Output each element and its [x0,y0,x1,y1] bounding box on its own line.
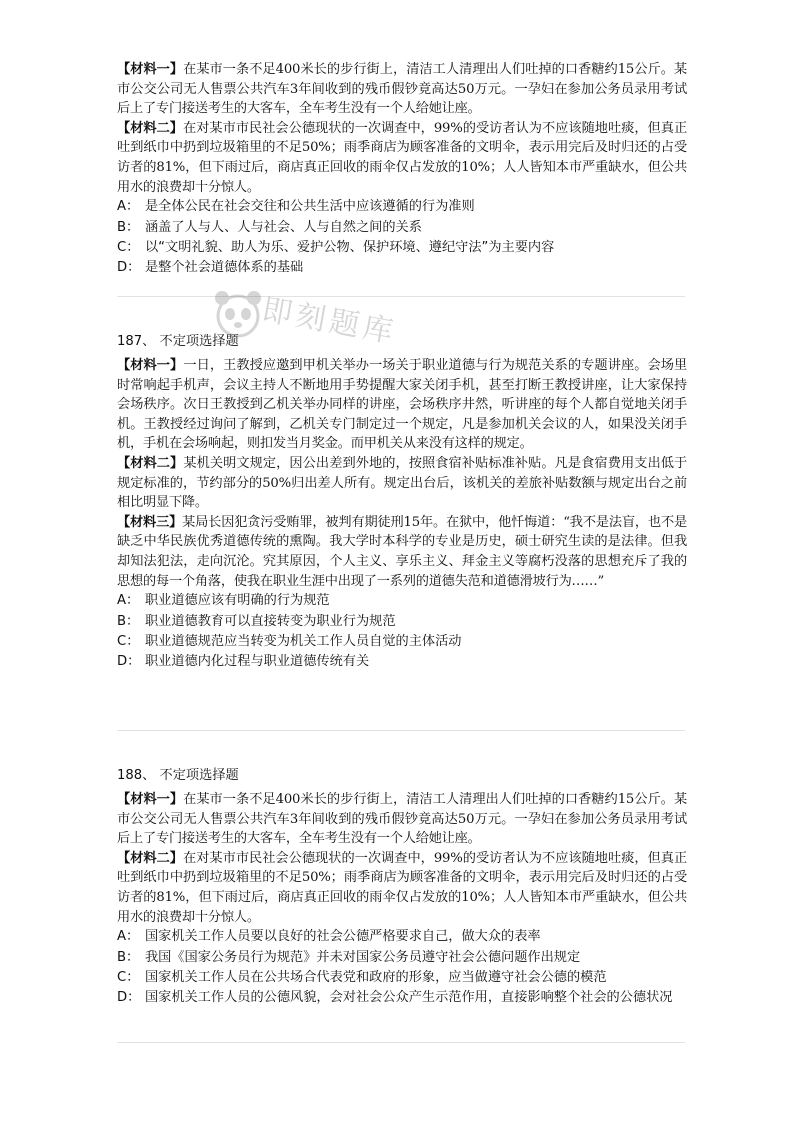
material-text: 某局长因犯贪污受贿罪，被判有期徒刑15年。在狱中，他忏悔道：“我不是法盲，也不是缺乏中华民族优秀道德传统的熏陶。我大学时本科学的专业是历史，硕士研究生读的是法律。但我却知法犯法，走向沉沦。究其原因，个人主义、享乐主义、拜金主义等腐朽没落的思想充斥了我的思想的每一个角落，使我在职业生涯中出现了一系列的道德失范和道德滑坡行为……” [117,514,687,589]
material-text: 一日，王教授应邀到甲机关举办一场关于职业道德与行为规范关系的专题讲座。会场里时常响起手机声，会议主持人不断地用手势提醒大家关闭手机，甚至打断王教授讲座，让大家保持会场秩序。次日王教授到乙机关举办同样的讲座，会场秩序井然，听讲座的每个人都自觉地关闭手机。王教授经过询问了解到，乙机关专门制定过一个规定，凡是参加机关会议的人，如果没关闭手机，手机在会场响起，则扣发当月奖金。而甲机关从来没有这样的规定。 [117,358,687,452]
question-187-header: 187、 不定项选择题 [117,334,239,349]
option-key: C： [117,633,140,649]
option-text: 职业道德内化过程与职业道德传统有关 [145,654,370,670]
material-2 [117,119,687,197]
option-key: D： [117,654,141,670]
question-187 [117,356,687,673]
material-tag: 【材料一】 [117,358,184,373]
option-d[interactable] [117,652,687,672]
option-key: A： [117,199,140,215]
question-188-header: 188、 不定项选择题 [117,768,239,783]
question-divider [117,1042,685,1043]
option-text: 是整个社会道德体系的基础 [145,260,304,276]
option-key: B： [117,219,140,235]
question-186 [117,60,687,279]
material-1 [117,356,687,454]
option-key: C： [117,239,140,255]
option-key: D： [117,990,141,1006]
material-text: 在某市一条不足400米长的步行街上，清洁工人清理出人们吐掉的口香糖约15公斤。某市公交公司无人售票公共汽车3年间收到的残币假钞竟高达50万元。一孕妇在参加公务员录用考试后上了专门接送考生的大客车，全车考生没有一个人给她让座。 [117,62,688,117]
question-divider [117,296,685,297]
option-text: 国家机关工作人员的公德风貌，会对社会公众产生示范作用，直接影响整个社会的公德状况 [145,990,673,1006]
option-b[interactable] [117,948,687,968]
watermark-text: 即刻题库 [259,292,400,351]
option-text: 涵盖了人与人、人与社会、人与自然之间的关系 [145,219,422,235]
material-1 [117,60,687,119]
option-text: 以“文明礼貌、助人为乐、爱护公物、保护环境、遵纪守法”为主要内容 [145,239,555,255]
material-text: 在对某市市民社会公德现状的一次调查中，99%的受访者认为不应该随地吐痰，但真正吐到纸巾中扔到垃圾箱里的不足50%；雨季商店为顾客准备的文明伞，表示用完后及时归还的占受访者的81%，但下雨过后，商店真正回收的雨伞仅占发放的10%；人人皆知本市严重缺水，但公共用水的浪费却十分惊人。 [117,120,687,195]
question-divider [117,730,685,731]
material-2 [117,849,687,927]
option-text: 国家机关工作人员在公共场合代表党和政府的形象，应当做遵守社会公德的模范 [145,969,607,985]
option-key: C： [117,969,140,985]
option-a[interactable] [117,591,687,611]
material-tag: 【材料二】 [117,850,184,866]
option-d[interactable] [117,258,687,278]
option-text: 是全体公民在社会交往和公共生活中应该遵循的行为准则 [145,199,475,215]
option-text: 我国《国家公务员行为规范》并未对国家公务员遵守社会公德问题作出规定 [145,949,581,965]
material-3 [117,513,687,591]
option-text: 国家机关工作人员要以良好的社会公德严格要求自己，做大众的表率 [145,929,541,945]
option-text: 职业道德规范应当转变为机关工作人员自觉的主体活动 [145,633,462,649]
option-a[interactable] [117,927,687,947]
watermark-logo [212,286,442,351]
option-c[interactable] [117,632,687,652]
option-key: B： [117,613,140,629]
material-1 [117,790,687,849]
option-text: 职业道德应该有明确的行为规范 [145,593,330,609]
material-tag: 【材料一】 [117,62,184,77]
option-key: A： [117,593,140,609]
option-b[interactable] [117,612,687,632]
material-2 [117,454,687,513]
option-key: D： [117,260,141,276]
option-key: B： [117,949,140,965]
option-key: A： [117,929,140,945]
material-tag: 【材料三】 [117,514,183,530]
option-d[interactable] [117,988,687,1008]
material-text: 在某市一条不足400米长的步行街上，清洁工人清理出人们吐掉的口香糖约15公斤。某市公交公司无人售票公共汽车3年间收到的残币假钞竟高达50万元。一孕妇在参加公务员录用考试后上了专门接送考生的大客车，全车考生没有一个人给她让座。 [117,792,688,847]
question-188 [117,790,687,1009]
material-tag: 【材料二】 [117,120,184,136]
option-c[interactable] [117,968,687,988]
material-tag: 【材料一】 [117,792,184,807]
option-c[interactable] [117,238,687,258]
material-text: 某机关明文规定，因公出差到外地的，按照食宿补贴标准补贴。凡是食宿费用支出低于规定标准的，节约部分的50%归出差人所有。规定出台后，该机关的差旅补贴数额与规定出台之前相比明显下降。 [117,455,687,511]
option-b[interactable] [117,218,687,238]
option-text: 职业道德教育可以直接转变为职业行为规范 [145,613,396,629]
option-a[interactable] [117,197,687,217]
material-tag: 【材料二】 [117,455,184,471]
material-text: 在对某市市民社会公德现状的一次调查中，99%的受访者认为不应该随地吐痰，但真正吐到纸巾中扔到垃圾箱里的不足50%；雨季商店为顾客准备的文明伞，表示用完后及时归还的占受访者的81%，但下雨过后，商店真正回收的雨伞仅占发放的10%；人人皆知本市严重缺水，但公共用水的浪费却十分惊人。 [117,850,687,925]
